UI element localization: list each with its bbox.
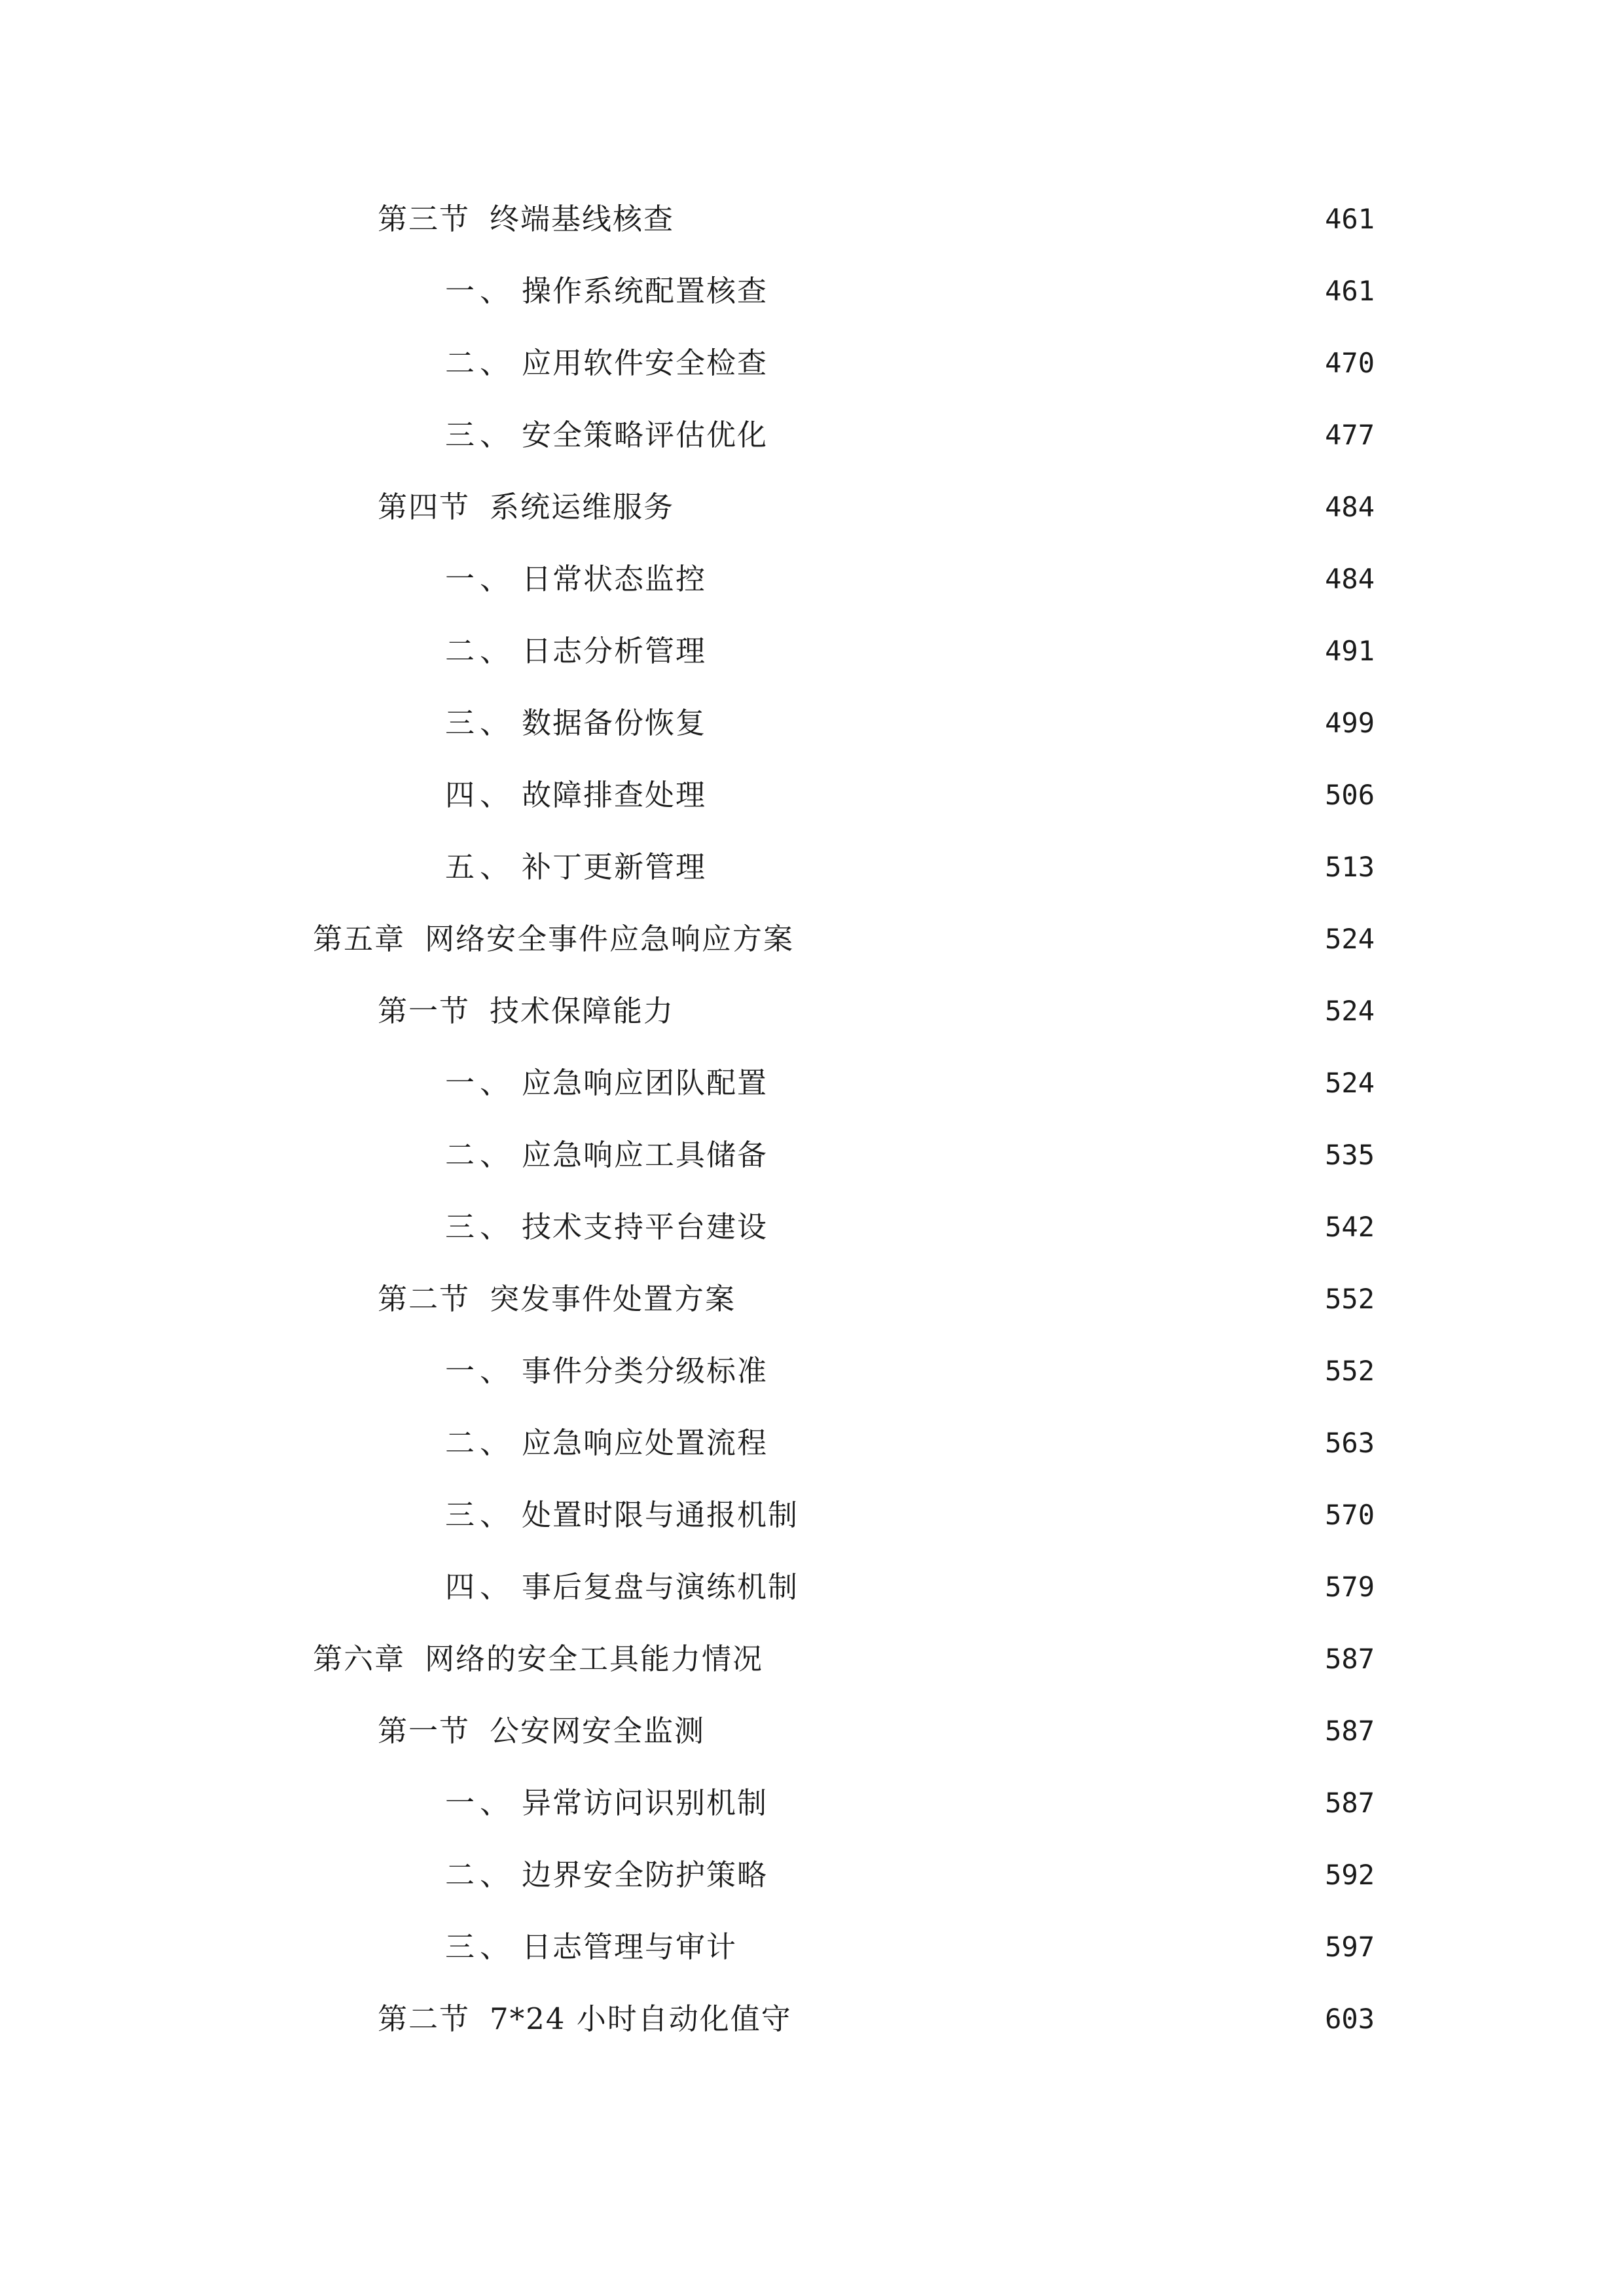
dot-leader (682, 985, 1312, 1037)
toc-entry-prefix: 四、 (445, 1570, 515, 1604)
toc-entry-item[interactable] (445, 769, 1375, 821)
toc-entry-item[interactable] (445, 841, 1375, 893)
toc-entry-title: 事件分类分级标准 (522, 1354, 768, 1388)
dot-leader (745, 1921, 1312, 1973)
toc-entry-prefix: 二、 (445, 1138, 515, 1172)
toc-entry-page-number: 461 (1325, 275, 1375, 307)
toc-entry-item[interactable] (445, 625, 1375, 677)
toc-entry-page-number: 587 (1325, 1787, 1375, 1819)
dot-leader (776, 409, 1312, 461)
dot-leader (771, 1633, 1312, 1685)
toc-entry-page-number: 592 (1325, 1859, 1375, 1891)
dot-leader (806, 1489, 1312, 1541)
toc-entry-title: 应用软件安全检查 (522, 346, 768, 380)
toc-entry-page-number: 563 (1325, 1427, 1375, 1459)
toc-entry-item[interactable] (445, 1201, 1375, 1253)
toc-entry-page-number: 477 (1325, 419, 1375, 451)
toc-entry-prefix: 二、 (445, 1857, 515, 1892)
toc-entry-title: 应急响应处置流程 (522, 1426, 768, 1460)
toc-entry-page-number: 552 (1325, 1355, 1375, 1387)
toc-entry-prefix: 三、 (445, 1929, 515, 1964)
toc-entry-prefix: 第二节 (378, 1282, 471, 1316)
dot-leader (682, 481, 1312, 533)
toc-entry-item[interactable] (445, 697, 1375, 749)
dot-leader (682, 193, 1312, 245)
toc-entry-title: 日志管理与审计 (522, 1929, 738, 1964)
toc-entry-title: 边界安全防护策略 (522, 1857, 768, 1892)
toc-entry-chapter[interactable] (313, 913, 1375, 965)
dot-leader (776, 1417, 1312, 1469)
toc-entry-prefix: 第一节 (378, 994, 471, 1028)
dot-leader (744, 1273, 1312, 1325)
toc-entry-item[interactable] (445, 265, 1375, 317)
toc-entry-prefix: 三、 (445, 418, 515, 452)
toc-entry-prefix: 一、 (445, 1785, 515, 1820)
toc-entry-title: 终端基线核查 (490, 202, 675, 236)
toc-entry-chapter[interactable] (313, 1633, 1375, 1685)
toc-entry-title: 突发事件处置方案 (490, 1282, 736, 1316)
toc-entry-title: 异常访问识别机制 (522, 1785, 768, 1820)
toc-entry-page-number: 513 (1325, 851, 1375, 883)
toc-entry-prefix: 三、 (445, 706, 515, 740)
toc-entry-title: 事后复盘与演练机制 (522, 1570, 799, 1604)
toc-entry-prefix: 一、 (445, 562, 515, 596)
toc-entry-item[interactable] (445, 1849, 1375, 1901)
toc-entry-title: 故障排查处理 (522, 778, 707, 812)
toc-entry-title: 安全策略评估优化 (522, 418, 768, 452)
toc-entry-prefix: 一、 (445, 274, 515, 308)
toc-entry-item[interactable] (445, 1777, 1375, 1829)
toc-entry-item[interactable] (445, 409, 1375, 461)
toc-entry-title: 公安网安全监测 (490, 1713, 706, 1748)
toc-entry-page-number: 524 (1325, 1067, 1375, 1099)
toc-entry-page-number: 499 (1325, 707, 1375, 739)
toc-entry-prefix: 第三节 (378, 202, 471, 236)
toc-entry-page-number: 587 (1325, 1715, 1375, 1747)
toc-entry-title: 系统运维服务 (490, 490, 675, 524)
toc-entry-title: 日常状态监控 (522, 562, 707, 596)
toc-entry-page-number: 597 (1325, 1931, 1375, 1963)
dot-leader (776, 1057, 1312, 1109)
toc-entry-page-number: 484 (1325, 491, 1375, 523)
dot-leader (714, 625, 1312, 677)
dot-leader (776, 1201, 1312, 1253)
dot-leader (776, 1129, 1312, 1181)
toc-entry-title: 应急响应工具储备 (522, 1138, 768, 1172)
dot-leader (806, 1561, 1312, 1613)
toc-entry-item[interactable] (445, 337, 1375, 389)
toc-entry-item[interactable] (445, 1489, 1375, 1541)
toc-entry-title: 日志分析管理 (522, 634, 707, 668)
toc-entry-prefix: 三、 (445, 1498, 515, 1532)
dot-leader (714, 553, 1312, 605)
toc-entry-prefix: 五、 (445, 850, 515, 884)
toc-entry-title: 应急响应团队配置 (522, 1066, 768, 1100)
toc-entry-page-number: 535 (1325, 1139, 1375, 1171)
toc-entry-prefix: 第五章 (313, 922, 406, 956)
toc-entry-page-number: 506 (1325, 779, 1375, 811)
toc-entry-section[interactable] (378, 985, 1375, 1037)
toc-entry-prefix: 第四节 (378, 490, 471, 524)
toc-entry-item[interactable] (445, 553, 1375, 605)
toc-entry-prefix: 第二节 (378, 2001, 471, 2036)
toc-entry-prefix: 一、 (445, 1066, 515, 1100)
toc-entry-page-number: 484 (1325, 563, 1375, 595)
toc-entry-page-number: 491 (1325, 635, 1375, 667)
toc-entry-item[interactable] (445, 1057, 1375, 1109)
toc-entry-title: 技术保障能力 (490, 994, 675, 1028)
toc-entry-page-number: 524 (1325, 923, 1375, 955)
toc-entry-page-number: 524 (1325, 995, 1375, 1027)
toc-entry-prefix: 四、 (445, 778, 515, 812)
dot-leader (802, 913, 1312, 965)
dot-leader (776, 1849, 1312, 1901)
toc-entry-title: 数据备份恢复 (522, 706, 707, 740)
dot-leader (776, 265, 1312, 317)
toc-entry-title: 7*24 小时自动化值守 (490, 2001, 792, 2036)
toc-entry-section[interactable] (378, 1993, 1375, 2045)
dot-leader (776, 337, 1312, 389)
toc-entry-prefix: 二、 (445, 634, 515, 668)
toc-entry-page-number: 603 (1325, 2003, 1375, 2035)
toc-entry-title: 网络安全事件应急响应方案 (425, 922, 795, 956)
dot-leader (800, 1993, 1312, 2045)
dot-leader (714, 769, 1312, 821)
toc-entry-page-number: 579 (1325, 1571, 1375, 1603)
toc-entry-section[interactable] (378, 1273, 1375, 1325)
dot-leader (776, 1777, 1312, 1829)
toc-entry-page-number: 461 (1325, 203, 1375, 235)
toc-entry-section[interactable] (378, 193, 1375, 245)
toc-entry-item[interactable] (445, 1561, 1375, 1613)
dot-leader (713, 1705, 1312, 1757)
toc-entry-item[interactable] (445, 1921, 1375, 1973)
toc-entry-section[interactable] (378, 481, 1375, 533)
toc-entry-prefix: 第六章 (313, 1641, 406, 1676)
toc-entry-title: 处置时限与通报机制 (522, 1498, 799, 1532)
toc-entry-prefix: 一、 (445, 1354, 515, 1388)
toc-entry-prefix: 第一节 (378, 1713, 471, 1748)
toc-entry-page-number: 470 (1325, 347, 1375, 379)
dot-leader (776, 1345, 1312, 1397)
toc-entry-page-number: 587 (1325, 1643, 1375, 1675)
toc-entry-item[interactable] (445, 1345, 1375, 1397)
toc-entry-prefix: 二、 (445, 346, 515, 380)
toc-entry-prefix: 三、 (445, 1210, 515, 1244)
toc-entry-title: 补丁更新管理 (522, 850, 707, 884)
toc-entry-title: 操作系统配置核查 (522, 274, 768, 308)
toc-entry-section[interactable] (378, 1705, 1375, 1757)
toc-entry-title: 技术支持平台建设 (522, 1210, 768, 1244)
toc-entry-page-number: 552 (1325, 1283, 1375, 1315)
toc-entry-item[interactable] (445, 1129, 1375, 1181)
toc-entry-prefix: 二、 (445, 1426, 515, 1460)
dot-leader (714, 841, 1312, 893)
toc-entry-item[interactable] (445, 1417, 1375, 1469)
toc-entry-page-number: 542 (1325, 1211, 1375, 1243)
toc-entry-page-number: 570 (1325, 1499, 1375, 1531)
toc-entry-title: 网络的安全工具能力情况 (425, 1641, 764, 1676)
dot-leader (714, 697, 1312, 749)
